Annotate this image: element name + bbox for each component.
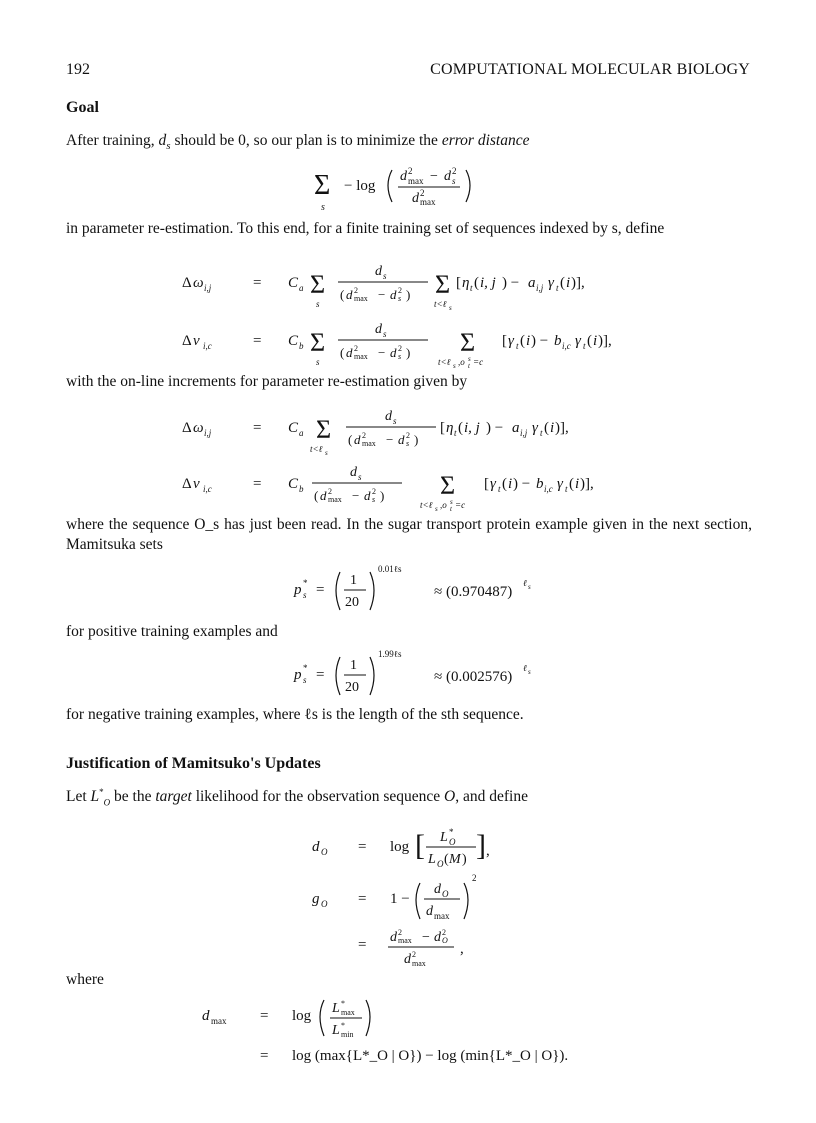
svg-text:2: 2: [406, 431, 410, 440]
svg-text:s: s: [321, 202, 325, 213]
svg-text:2: 2: [452, 166, 457, 176]
svg-text:=: =: [358, 937, 367, 953]
svg-text:s: s: [383, 271, 387, 281]
svg-text:s: s: [383, 329, 387, 339]
svg-text:,: ,: [460, 941, 464, 957]
svg-text:1: 1: [350, 658, 357, 673]
svg-text:2: 2: [442, 928, 446, 937]
svg-text:d: d: [202, 1008, 210, 1024]
page-number: 192: [66, 61, 90, 78]
svg-text:i: i: [508, 476, 513, 492]
goal-paragraph-1: After training, $d_s$ should be 0, so our plan is to minimize the error distance: [66, 132, 530, 153]
svg-text:d: d: [404, 952, 411, 967]
equation-online-updates: [150, 400, 670, 512]
svg-text:i,c: i,c: [203, 484, 212, 494]
svg-text:s: s: [398, 352, 402, 361]
svg-text:Δ: Δ: [182, 333, 192, 349]
svg-text:−: −: [378, 345, 386, 360]
svg-text:γ: γ: [575, 333, 581, 349]
svg-text:s: s: [358, 472, 362, 482]
svg-text:): ): [414, 432, 419, 447]
svg-text:2: 2: [354, 286, 358, 295]
justification-paragraph-1: Let $L^*_O$ be the target likelihood for the observation sequence O, and define: [66, 787, 528, 808]
svg-text:*: *: [341, 999, 345, 1008]
svg-text:]: ]: [476, 829, 486, 862]
svg-text:=: =: [358, 891, 367, 907]
svg-text:=c: =c: [455, 500, 466, 510]
svg-text:min: min: [341, 1030, 354, 1039]
svg-text:Σ: Σ: [310, 328, 326, 357]
svg-text:ν: ν: [193, 333, 200, 349]
svg-text:s: s: [449, 304, 452, 312]
svg-text:,o: ,o: [458, 357, 465, 367]
equation-p-positive: [290, 560, 630, 624]
section-heading-goal: Goal: [66, 99, 99, 116]
svg-text:d: d: [398, 432, 405, 447]
svg-text:t: t: [565, 484, 568, 494]
svg-text:s: s: [528, 583, 531, 591]
svg-text:) −: ) −: [502, 275, 520, 291]
svg-text:) −: ) −: [486, 420, 504, 436]
svg-text:d: d: [354, 432, 361, 447]
svg-text:O: O: [449, 837, 456, 847]
svg-text:t: t: [470, 283, 473, 293]
svg-text:(: (: [340, 345, 345, 360]
svg-text:i: i: [575, 476, 580, 492]
svg-text:M: M: [449, 852, 461, 867]
svg-text:2: 2: [362, 431, 366, 440]
svg-text:t: t: [450, 505, 452, 512]
goal-paragraph-6: for negative training examples, where ℓs is the length of the sth sequence.: [66, 706, 524, 723]
svg-text:Δ: Δ: [182, 420, 192, 436]
svg-text:−: −: [352, 488, 360, 503]
svg-text:Σ: Σ: [314, 170, 331, 201]
svg-text:s: s: [435, 505, 438, 512]
svg-text:b: b: [299, 484, 304, 494]
svg-text:1 −: 1 −: [390, 891, 410, 907]
svg-text:[: [: [484, 476, 489, 492]
svg-text:γ: γ: [508, 333, 514, 349]
svg-text:d: d: [346, 287, 353, 302]
svg-text:i,c: i,c: [562, 341, 571, 351]
svg-text:t<ℓ: t<ℓ: [310, 444, 323, 454]
svg-text:(: (: [348, 432, 353, 447]
svg-text:d: d: [375, 264, 382, 279]
svg-text:O: O: [437, 859, 444, 869]
svg-text:Δ: Δ: [182, 476, 192, 492]
svg-text:t<ℓ: t<ℓ: [434, 299, 447, 309]
svg-text:b: b: [554, 333, 562, 349]
svg-text:): ): [380, 488, 385, 503]
svg-text:C: C: [288, 275, 299, 291]
svg-text:s: s: [372, 495, 376, 504]
svg-text:p: p: [294, 667, 302, 683]
svg-text:d: d: [390, 930, 397, 945]
svg-text:s: s: [450, 498, 453, 506]
goal-paragraph-5: for positive training examples and: [66, 623, 278, 640]
svg-text:i,j: i,j: [536, 283, 544, 293]
svg-text:(: (: [314, 488, 319, 503]
svg-text:g: g: [312, 891, 320, 907]
svg-text:max: max: [398, 936, 412, 945]
svg-text:Σ: Σ: [435, 270, 451, 299]
svg-text:max: max: [341, 1008, 355, 1017]
svg-text:C: C: [288, 333, 299, 349]
svg-text:(: (: [444, 852, 449, 867]
svg-text:t: t: [540, 428, 543, 438]
svg-text:s: s: [468, 355, 471, 363]
svg-text:s: s: [528, 668, 531, 676]
svg-text:−: −: [422, 930, 430, 945]
svg-text:max: max: [434, 911, 450, 921]
svg-text:t: t: [454, 428, 457, 438]
svg-text:)],: )],: [598, 333, 612, 349]
svg-text:*: *: [303, 663, 308, 673]
svg-text:(: (: [520, 333, 525, 349]
svg-text:(: (: [587, 333, 592, 349]
svg-text:L: L: [332, 1023, 340, 1038]
svg-text:ω: ω: [193, 275, 204, 291]
svg-text:[: [: [415, 829, 425, 862]
svg-text:t: t: [556, 283, 559, 293]
svg-text:=: =: [358, 839, 367, 855]
svg-text:d: d: [346, 345, 353, 360]
svg-text:2: 2: [472, 873, 477, 883]
svg-text:d: d: [434, 930, 441, 945]
svg-text:η: η: [462, 275, 470, 291]
svg-text:i: i: [566, 275, 571, 291]
svg-text:20: 20: [345, 595, 359, 610]
svg-text:s: s: [303, 675, 307, 685]
svg-text:max: max: [412, 959, 426, 968]
svg-text:d: d: [320, 488, 327, 503]
svg-text:[: [: [502, 333, 507, 349]
svg-text:2: 2: [372, 487, 376, 496]
svg-text:,: ,: [486, 843, 490, 859]
svg-text:O: O: [442, 889, 449, 899]
svg-text:(: (: [474, 275, 479, 291]
svg-text:log (max{L*_O | O}) − log (min: log (max{L*_O | O}) − log (min{L*_O | O}).: [292, 1048, 569, 1064]
svg-text:t: t: [498, 484, 501, 494]
svg-text:L: L: [428, 852, 436, 867]
svg-text:2: 2: [354, 344, 358, 353]
svg-text:i,j: i,j: [520, 428, 528, 438]
svg-text:s: s: [303, 590, 307, 600]
svg-text:=c: =c: [473, 357, 484, 367]
svg-text:i, j: i, j: [480, 275, 496, 291]
svg-text:s: s: [393, 416, 397, 426]
svg-text:log: log: [292, 1008, 312, 1024]
svg-text:*: *: [341, 1021, 345, 1030]
svg-text:t: t: [516, 341, 519, 351]
svg-text:ℓ: ℓ: [523, 663, 527, 673]
svg-text:)],: )],: [571, 275, 585, 291]
svg-text:d: d: [385, 409, 392, 424]
svg-text:s: s: [453, 362, 456, 370]
svg-text:=: =: [253, 275, 262, 291]
running-title: COMPUTATIONAL MOLECULAR BIOLOGY: [430, 61, 750, 78]
equation-p-negative: [290, 645, 630, 709]
svg-text:s: s: [406, 439, 410, 448]
svg-text:γ: γ: [490, 476, 496, 492]
svg-text:*: *: [303, 578, 308, 588]
goal-paragraph-4: where the sequence O_s has just been read. In the sugar transport protein example given in the next section, Mamitsuka sets: [66, 516, 752, 554]
svg-text:Σ: Σ: [440, 471, 456, 500]
svg-text:d: d: [412, 191, 419, 206]
svg-text:(: (: [560, 275, 565, 291]
svg-text:2: 2: [398, 928, 402, 937]
svg-text:Δ: Δ: [182, 275, 192, 291]
svg-text:γ: γ: [532, 420, 538, 436]
svg-text:C: C: [288, 420, 299, 436]
where-label: where: [66, 971, 104, 988]
svg-text:a: a: [528, 275, 536, 291]
svg-text:)],: )],: [555, 420, 569, 436]
svg-text:2: 2: [412, 950, 416, 959]
svg-text:O: O: [321, 899, 328, 909]
svg-text:Σ: Σ: [316, 415, 332, 444]
svg-text:log: log: [390, 839, 410, 855]
goal-paragraph-2: in parameter re-estimation. To this end, for a finite training set of sequences indexed by s, define: [66, 220, 665, 237]
svg-text:t<ℓ: t<ℓ: [420, 500, 433, 510]
equation-d-max: [190, 990, 690, 1070]
svg-text:b: b: [299, 341, 304, 351]
svg-text:−: −: [430, 169, 438, 184]
svg-text:Σ: Σ: [310, 270, 326, 299]
svg-text:max: max: [328, 495, 342, 504]
equation-batch-updates: [150, 255, 670, 370]
svg-text:−: −: [386, 432, 394, 447]
svg-text:)],: )],: [580, 476, 594, 492]
svg-text:1.99ℓs: 1.99ℓs: [378, 649, 402, 659]
svg-text:s: s: [316, 299, 320, 309]
svg-text:d: d: [444, 169, 451, 184]
svg-text:d: d: [434, 882, 441, 897]
svg-text:(: (: [569, 476, 574, 492]
svg-text:d: d: [312, 839, 320, 855]
svg-text:γ: γ: [548, 275, 554, 291]
svg-text:) −: ) −: [531, 333, 549, 349]
svg-text:i,c: i,c: [203, 341, 212, 351]
svg-text:d: d: [390, 345, 397, 360]
svg-text:2: 2: [398, 286, 402, 295]
svg-text:i: i: [550, 420, 555, 436]
svg-text:η: η: [446, 420, 454, 436]
svg-text:C: C: [288, 476, 299, 492]
svg-text:d: d: [364, 488, 371, 503]
svg-text:0.01ℓs: 0.01ℓs: [378, 564, 402, 574]
svg-text:max: max: [211, 1016, 227, 1026]
equation-d-o-g-o: [300, 815, 520, 975]
svg-text:s: s: [452, 176, 456, 186]
svg-text:*: *: [449, 827, 454, 837]
svg-text:d: d: [426, 904, 433, 919]
svg-text:a: a: [299, 428, 304, 438]
svg-text:i,j: i,j: [204, 283, 212, 293]
svg-text:a: a: [299, 283, 304, 293]
goal-paragraph-3: with the on-line increments for parameter re-estimation given by: [66, 373, 468, 390]
svg-text:(: (: [544, 420, 549, 436]
svg-text:t: t: [468, 362, 470, 370]
svg-text:i,j: i,j: [204, 428, 212, 438]
svg-text:s: s: [398, 294, 402, 303]
svg-text:s: s: [325, 449, 328, 457]
svg-text:=: =: [316, 667, 325, 683]
svg-text:20: 20: [345, 680, 359, 695]
svg-text:(: (: [502, 476, 507, 492]
svg-text:b: b: [536, 476, 544, 492]
svg-text:max: max: [354, 352, 368, 361]
svg-text:a: a: [512, 420, 520, 436]
svg-text:≈ (0.970487): ≈ (0.970487): [434, 584, 513, 600]
svg-text:L: L: [440, 830, 448, 845]
svg-text:t<ℓ: t<ℓ: [438, 357, 451, 367]
svg-text:) −: ) −: [513, 476, 531, 492]
svg-text:O: O: [442, 936, 448, 945]
equation-error-distance: [300, 160, 520, 216]
svg-text:t: t: [583, 341, 586, 351]
svg-text:=: =: [253, 476, 262, 492]
svg-text:≈ (0.002576): ≈ (0.002576): [434, 669, 513, 685]
svg-text:=: =: [260, 1008, 269, 1024]
svg-text:ω: ω: [193, 420, 204, 436]
svg-text:s: s: [316, 357, 320, 367]
svg-text:i: i: [593, 333, 598, 349]
svg-text:2: 2: [420, 188, 425, 198]
svg-text:ℓ: ℓ: [523, 578, 527, 588]
svg-text:2: 2: [328, 487, 332, 496]
svg-text:=: =: [253, 333, 262, 349]
svg-text:L: L: [332, 1001, 340, 1016]
svg-text:i: i: [526, 333, 531, 349]
svg-text:2: 2: [398, 344, 402, 353]
svg-text:[: [: [456, 275, 461, 291]
svg-text:): ): [406, 345, 411, 360]
section-heading-justification: Justification of Mamitsuko's Updates: [66, 755, 321, 772]
svg-text:max: max: [420, 197, 436, 207]
svg-text:ν: ν: [193, 476, 200, 492]
svg-text:max: max: [408, 176, 424, 186]
svg-text:(: (: [340, 287, 345, 302]
svg-text:2: 2: [408, 166, 413, 176]
svg-text:d: d: [400, 169, 407, 184]
svg-text:− log: − log: [344, 178, 376, 194]
svg-text:O: O: [321, 847, 328, 857]
svg-text:γ: γ: [557, 476, 563, 492]
svg-text:max: max: [362, 439, 376, 448]
svg-text:i, j: i, j: [464, 420, 480, 436]
svg-text:d: d: [375, 322, 382, 337]
svg-text:1: 1: [350, 573, 357, 588]
svg-text:=: =: [253, 420, 262, 436]
svg-text:d: d: [350, 465, 357, 480]
svg-text:[: [: [440, 420, 445, 436]
svg-text:−: −: [378, 287, 386, 302]
svg-text:(: (: [458, 420, 463, 436]
svg-text:d: d: [390, 287, 397, 302]
svg-text:): ): [406, 287, 411, 302]
svg-text:=: =: [260, 1048, 269, 1064]
svg-text:=: =: [316, 582, 325, 598]
svg-text:): ): [462, 852, 467, 867]
svg-text:max: max: [354, 294, 368, 303]
svg-text:p: p: [294, 582, 302, 598]
svg-text:,o: ,o: [440, 500, 447, 510]
svg-text:Σ: Σ: [460, 328, 476, 357]
svg-text:i,c: i,c: [544, 484, 553, 494]
